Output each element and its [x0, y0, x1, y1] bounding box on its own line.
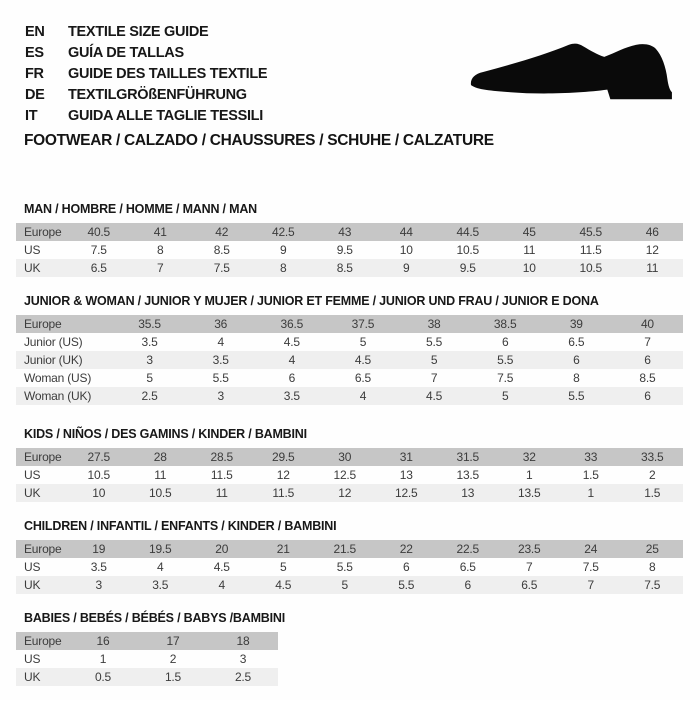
size-cell: 10 [522, 261, 536, 275]
size-cell: 12 [338, 486, 352, 500]
size-cell: 6 [644, 389, 651, 403]
size-cell: 5.5 [212, 371, 229, 385]
table-row [16, 558, 683, 576]
size-cell: 6.5 [354, 371, 371, 385]
size-cell: 6.5 [568, 335, 585, 349]
size-cell: 20 [215, 542, 229, 556]
section-children [16, 519, 683, 594]
language-title: GUIDA ALLE TAGLIE TESSILI [68, 107, 263, 124]
row-label: US [24, 468, 41, 482]
size-cell: 9 [403, 261, 410, 275]
size-cell: 4 [218, 578, 225, 592]
language-row-fr [25, 63, 267, 84]
language-row-de [25, 84, 267, 105]
table-row [16, 484, 683, 502]
row-label: Woman (UK) [24, 389, 92, 403]
language-code: ES [25, 44, 44, 61]
section-title-junior-woman: JUNIOR & WOMAN / JUNIOR Y MUJER / JUNIOR ET FEMME / JUNIOR UND FRAU / JUNIOR E DONA [24, 294, 599, 308]
row-label: UK [24, 670, 41, 684]
size-cell: 4.5 [213, 560, 230, 574]
size-cell: 9 [280, 243, 287, 257]
size-cell: 24 [584, 542, 598, 556]
size-cell: 7.5 [644, 578, 661, 592]
size-cell: 1.5 [582, 468, 599, 482]
size-cell: 31 [399, 450, 413, 464]
table-row [16, 259, 683, 277]
size-cell: 8 [157, 243, 164, 257]
language-row-en [25, 21, 267, 42]
size-cell: 44 [399, 225, 413, 239]
size-cell: 33 [584, 450, 598, 464]
size-cell: 6.5 [459, 560, 476, 574]
category-heading: FOOTWEAR / CALZADO / CHAUSSURES / SCHUHE / CALZATURE [24, 132, 494, 149]
size-cell: 6 [403, 560, 410, 574]
dress-shoe-icon [468, 36, 680, 108]
section-babies [16, 611, 683, 686]
size-cell: 5 [341, 578, 348, 592]
size-cell: 8.5 [639, 371, 656, 385]
section-title-kids: KIDS / NIÑOS / DES GAMINS / KINDER / BAMBINI [24, 427, 307, 441]
size-cell: 4.5 [283, 335, 300, 349]
row-label: Europe [24, 450, 62, 464]
size-cell: 29.5 [271, 450, 295, 464]
language-title: TEXTILGRÖßENFÜHRUNG [68, 86, 247, 103]
size-cell: 2.5 [141, 389, 158, 403]
language-title: TEXTILE SIZE GUIDE [68, 23, 209, 40]
size-cell: 45 [522, 225, 536, 239]
section-junior-woman [16, 294, 683, 405]
size-cell: 7 [430, 371, 438, 385]
row-label: US [24, 560, 41, 574]
size-cell: 11 [154, 468, 167, 482]
size-cell: 12 [645, 243, 659, 257]
size-cell: 42 [215, 225, 229, 239]
table-header-row [16, 448, 683, 466]
size-cell: 1.5 [164, 670, 182, 684]
size-cell: 4.5 [426, 389, 443, 403]
size-cell: 10 [399, 243, 413, 257]
size-cell: 45.5 [579, 225, 603, 239]
size-cell: 0.5 [94, 670, 112, 684]
row-label: Europe [24, 317, 62, 331]
size-cell: 8 [649, 560, 656, 574]
size-cell: 25 [645, 542, 659, 556]
size-cell: 33.5 [640, 450, 664, 464]
size-cell: 3 [239, 652, 247, 666]
size-cell: 28 [153, 450, 167, 464]
table-row [16, 351, 683, 369]
language-code: DE [25, 86, 45, 103]
table-row [16, 668, 278, 686]
size-cell: 6 [464, 578, 471, 592]
row-label: US [24, 243, 41, 257]
size-cell: 3.5 [90, 560, 107, 574]
size-cell: 36 [214, 317, 228, 331]
row-label: Europe [24, 225, 62, 239]
size-cell: 28.5 [210, 450, 234, 464]
section-kids [16, 427, 683, 502]
size-cell: 43 [338, 225, 352, 239]
size-cell: 10.5 [87, 468, 111, 482]
size-cell: 9.5 [459, 261, 476, 275]
size-cell: 12.5 [333, 468, 357, 482]
table-row [16, 333, 683, 351]
size-cell: 5 [146, 371, 153, 385]
row-label: UK [24, 261, 41, 275]
row-label: Woman (US) [24, 371, 92, 385]
size-cell: 1.5 [644, 486, 661, 500]
section-man [16, 202, 683, 277]
size-cell: 39 [569, 317, 583, 331]
size-cell: 46 [645, 225, 659, 239]
section-title-children: CHILDREN / INFANTIL / ENFANTS / KINDER / BAMBINI [24, 519, 337, 533]
size-cell: 6 [644, 353, 651, 367]
size-cell: 38 [427, 317, 441, 331]
size-tables [16, 202, 683, 703]
row-label: UK [24, 578, 41, 592]
size-cell: 5 [501, 389, 509, 403]
size-cell: 23.5 [517, 542, 541, 556]
size-cell: 5.5 [398, 578, 415, 592]
size-cell: 11 [523, 243, 536, 257]
size-cell: 8 [573, 371, 580, 385]
size-cell: 7 [157, 261, 164, 275]
section-title-babies: BABIES / BEBÉS / BÉBÉS / BABYS /BAMBINI [24, 611, 285, 625]
language-row-es [25, 42, 267, 63]
size-cell: 18 [236, 634, 250, 648]
table-header-row [16, 315, 683, 333]
size-cell: 13.5 [517, 486, 541, 500]
table-row [16, 466, 683, 484]
size-cell: 32 [522, 450, 536, 464]
size-cell: 3.5 [283, 389, 300, 403]
size-cell: 3 [146, 353, 153, 367]
language-code: IT [25, 107, 38, 124]
table-row [16, 650, 278, 668]
size-cell: 3.5 [212, 353, 229, 367]
table-row [16, 241, 683, 259]
language-title: GUÍA DE TALLAS [68, 44, 184, 61]
size-cell: 8.5 [213, 243, 230, 257]
size-cell: 4 [359, 389, 367, 403]
size-cell: 7.5 [582, 560, 599, 574]
size-table-junior-woman [16, 315, 683, 405]
size-cell: 42.5 [271, 225, 295, 239]
size-cell: 5 [430, 353, 438, 367]
size-cell: 2.5 [234, 670, 252, 684]
table-row [16, 387, 683, 405]
size-cell: 5 [280, 560, 287, 574]
language-title: GUIDE DES TAILLES TEXTILE [68, 65, 268, 82]
size-cell: 5.5 [426, 335, 443, 349]
size-cell: 11.5 [210, 468, 233, 482]
size-cell: 10.5 [148, 486, 172, 500]
size-cell: 5.5 [497, 353, 514, 367]
size-cell: 4 [288, 353, 296, 367]
size-cell: 10.5 [579, 261, 603, 275]
size-cell: 4 [157, 560, 164, 574]
row-label: UK [24, 486, 41, 500]
size-table-babies [16, 632, 278, 686]
size-cell: 7 [587, 578, 594, 592]
language-code: FR [25, 65, 44, 82]
size-cell: 13 [461, 486, 475, 500]
size-cell: 2 [169, 652, 177, 666]
size-cell: 11 [215, 486, 228, 500]
size-cell: 7.5 [497, 371, 514, 385]
size-cell: 11 [646, 261, 659, 275]
size-cell: 9.5 [336, 243, 353, 257]
size-cell: 2 [649, 468, 656, 482]
size-cell: 7.5 [213, 261, 230, 275]
size-cell: 19.5 [148, 542, 172, 556]
size-cell: 35.5 [138, 317, 161, 331]
size-cell: 11.5 [579, 243, 602, 257]
size-cell: 5.5 [568, 389, 585, 403]
size-cell: 3 [217, 389, 224, 403]
size-cell: 27.5 [87, 450, 111, 464]
size-cell: 3 [95, 578, 102, 592]
size-cell: 19 [92, 542, 106, 556]
size-cell: 3.5 [141, 335, 158, 349]
size-cell: 6.5 [521, 578, 538, 592]
size-cell: 4.5 [275, 578, 292, 592]
size-cell: 10.5 [456, 243, 480, 257]
size-cell: 1 [526, 468, 533, 482]
size-cell: 1 [99, 652, 107, 666]
size-cell: 13.5 [456, 468, 480, 482]
size-cell: 7.5 [90, 243, 107, 257]
row-label: Junior (US) [24, 335, 83, 349]
size-cell: 21 [276, 542, 290, 556]
size-cell: 38.5 [493, 317, 517, 331]
table-header-row [16, 540, 683, 558]
row-label: Europe [24, 542, 62, 556]
size-table-man [16, 223, 683, 277]
size-cell: 7 [526, 560, 533, 574]
table-row [16, 369, 683, 387]
section-title-man: MAN / HOMBRE / HOMME / MANN / MAN [24, 202, 257, 216]
size-cell: 12.5 [394, 486, 418, 500]
language-row-it [25, 105, 267, 126]
language-code: EN [25, 23, 45, 40]
table-header-row [16, 632, 278, 650]
row-label: US [24, 652, 41, 666]
size-cell: 6 [501, 335, 509, 349]
size-cell: 11.5 [272, 486, 295, 500]
size-cell: 1 [587, 486, 594, 500]
language-list [25, 21, 267, 126]
size-cell: 21.5 [333, 542, 357, 556]
size-cell: 7 [644, 335, 651, 349]
size-cell: 44.5 [456, 225, 480, 239]
size-cell: 12 [276, 468, 290, 482]
size-cell: 8.5 [336, 261, 353, 275]
table-header-row [16, 223, 683, 241]
size-cell: 37.5 [351, 317, 375, 331]
size-cell: 13 [399, 468, 413, 482]
size-cell: 17 [166, 634, 180, 648]
size-cell: 41 [153, 225, 167, 239]
size-cell: 6.5 [90, 261, 107, 275]
size-cell: 40.5 [87, 225, 111, 239]
size-cell: 40 [640, 317, 654, 331]
row-label: Europe [24, 634, 62, 648]
size-cell: 8 [280, 261, 287, 275]
size-cell: 4 [217, 335, 224, 349]
size-cell: 6 [288, 371, 296, 385]
size-cell: 5 [359, 335, 367, 349]
table-row [16, 576, 683, 594]
size-cell: 4.5 [354, 353, 371, 367]
size-cell: 6 [573, 353, 580, 367]
size-cell: 16 [96, 634, 110, 648]
size-cell: 3.5 [152, 578, 169, 592]
size-cell: 22 [399, 542, 413, 556]
size-cell: 30 [338, 450, 352, 464]
size-table-children [16, 540, 683, 594]
size-table-kids [16, 448, 683, 502]
size-cell: 5.5 [336, 560, 353, 574]
size-cell: 31.5 [456, 450, 480, 464]
row-label: Junior (UK) [24, 353, 83, 367]
size-cell: 22.5 [456, 542, 480, 556]
size-cell: 36.5 [280, 317, 304, 331]
size-cell: 10 [92, 486, 106, 500]
